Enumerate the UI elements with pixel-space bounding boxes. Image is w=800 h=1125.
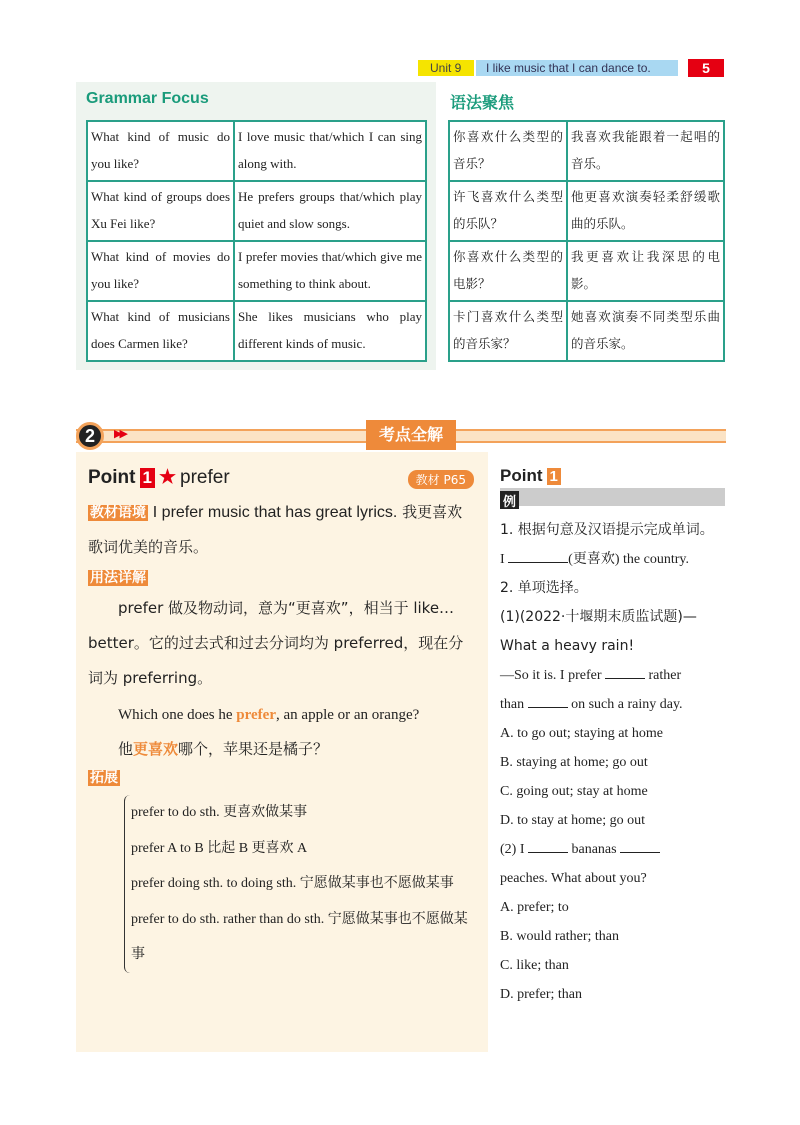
point-label: Point [500, 466, 543, 485]
option[interactable]: B. staying at home; go out [500, 755, 648, 770]
question-cell: What kind of musicians does Carmen like? [87, 301, 234, 361]
page-number: 5 [688, 59, 724, 77]
answer-blank[interactable] [620, 839, 660, 853]
text: peaches. What about you? [500, 871, 647, 886]
exercise-column [500, 466, 725, 1009]
grammar-table-zh [448, 120, 725, 362]
answer-blank[interactable] [528, 694, 568, 708]
unit-title: I like music that I can dance to. [476, 60, 678, 76]
question-2-1: (1)(2022·十堰期末质监试题)—What a heavy rain! [500, 609, 697, 654]
context-sentence: I prefer music that has great lyrics. [152, 504, 398, 521]
usage-tag: 用法详解 [90, 570, 146, 586]
example-text: , an apple or an orange? [276, 707, 420, 723]
extension-item: prefer A to B 比起 B 更喜欢 A [131, 840, 308, 856]
context-paragraph [88, 495, 476, 565]
question-2: 2. 单项选择。 [500, 580, 588, 596]
table-row [449, 181, 724, 241]
option[interactable]: A. prefer; to [500, 900, 569, 915]
star-icon: ★ [158, 467, 177, 488]
text: on such a rainy day. [571, 697, 683, 712]
text: (2) I [500, 842, 525, 857]
option[interactable]: C. going out; stay at home [500, 784, 648, 799]
question-cell: 卡门喜欢什么类型的音乐家？ [449, 301, 567, 361]
question-1: 1. 根据句意及汉语提示完成单词。 [500, 522, 714, 538]
answer-cell: 她喜欢演奏不同类型乐曲的音乐家。 [567, 301, 724, 361]
extension-tag: 拓展 [90, 770, 118, 786]
example-text: 他 [118, 740, 134, 758]
context-tag: 教材语境 [90, 505, 146, 521]
example-text: 哪个，苹果还是橘子？ [178, 740, 329, 758]
text: (更喜欢) the country. [568, 552, 689, 567]
answer-cell: 他更喜欢演奏轻柔舒缓歌曲的乐队。 [567, 181, 724, 241]
question-cell: What kind of groups does Xu Fei like? [87, 181, 234, 241]
extension-list [124, 795, 476, 973]
table-row [449, 241, 724, 301]
example-highlight: prefer [236, 707, 276, 723]
example-tag: 例 [500, 491, 519, 509]
table-row [449, 121, 724, 181]
table-row [87, 241, 426, 301]
section-number: 2 [76, 422, 104, 450]
text: —So it is. I prefer [500, 668, 602, 683]
answer-cell: 我喜欢我能跟着一起唱的音乐。 [567, 121, 724, 181]
question-cell: 许飞喜欢什么类型的乐队？ [449, 181, 567, 241]
answer-cell: She likes musicians who play different kinds of music. [234, 301, 426, 361]
example-text: Which one does he [118, 707, 237, 723]
table-row [449, 301, 724, 361]
question-2-2-text [500, 835, 725, 893]
question-2-1-text [500, 661, 725, 719]
option[interactable]: C. like; than [500, 958, 569, 973]
answer-blank[interactable] [528, 839, 568, 853]
extension-item: prefer doing sth. to doing sth. 宁愿做某事也不愿做某事 [131, 876, 454, 891]
point-number: 1 [547, 468, 561, 485]
grammar-focus-title: Grammar Focus [86, 90, 209, 107]
example-sentence [88, 698, 476, 732]
text: than [500, 697, 525, 712]
grammar-focus-title-zh: 语法聚焦 [450, 95, 515, 112]
section-header [76, 424, 726, 448]
context-translation: 我更喜欢歌词优美的音乐。 [88, 503, 463, 556]
exercise-point-heading [500, 466, 725, 486]
point-explanation-panel [76, 452, 488, 1052]
text: rather [648, 668, 682, 683]
double-arrow-icon: ▶▶ [114, 427, 125, 440]
option[interactable]: B. would rather; than [500, 929, 619, 944]
example-translation [88, 732, 476, 767]
answer-blank[interactable] [605, 665, 645, 679]
answer-cell: I prefer movies that/which give me something to think about. [234, 241, 426, 301]
option[interactable]: D. prefer; than [500, 987, 583, 1002]
text: bananas [571, 842, 617, 857]
text: I [500, 552, 509, 567]
unit-label: Unit 9 [418, 60, 474, 76]
textbook-page-badge: 教材 P65 [408, 470, 474, 489]
point-number: 1 [140, 468, 155, 488]
question-cell: 你喜欢什么类型的音乐？ [449, 121, 567, 181]
table-row [87, 181, 426, 241]
grammar-table-en [86, 120, 427, 362]
table-row [87, 121, 426, 181]
table-row [87, 301, 426, 361]
question-cell: What kind of music do you like? [87, 121, 234, 181]
answer-blank[interactable] [508, 549, 568, 563]
answer-cell: I love music that/which I can sing along with. [234, 121, 426, 181]
extension-item: prefer to do sth. 更喜欢做某事 [131, 805, 308, 820]
extension-item: prefer to do sth. rather than do sth. 宁愿做某事也不愿做某事 [131, 911, 468, 962]
question-1-text [500, 545, 725, 574]
point-label: Point [88, 466, 136, 488]
answer-cell: 我更喜欢让我深思的电影。 [567, 241, 724, 301]
question-cell: 你喜欢什么类型的电影？ [449, 241, 567, 301]
question-cell: What kind of movies do you like? [87, 241, 234, 301]
option[interactable]: A. to go out; staying at home [500, 726, 663, 741]
point-word: prefer [180, 466, 230, 488]
example-highlight: 更喜欢 [133, 740, 179, 758]
usage-text: prefer 做及物动词，意为“更喜欢”，相当于 like…better。它的过去式和过去分词均为 preferred，现在分词为 preferring。 [88, 599, 464, 687]
section-title: 考点全解 [366, 420, 456, 450]
option[interactable]: D. to stay at home; go out [500, 813, 646, 828]
answer-cell: He prefers groups that/which play quiet and slow songs. [234, 181, 426, 241]
